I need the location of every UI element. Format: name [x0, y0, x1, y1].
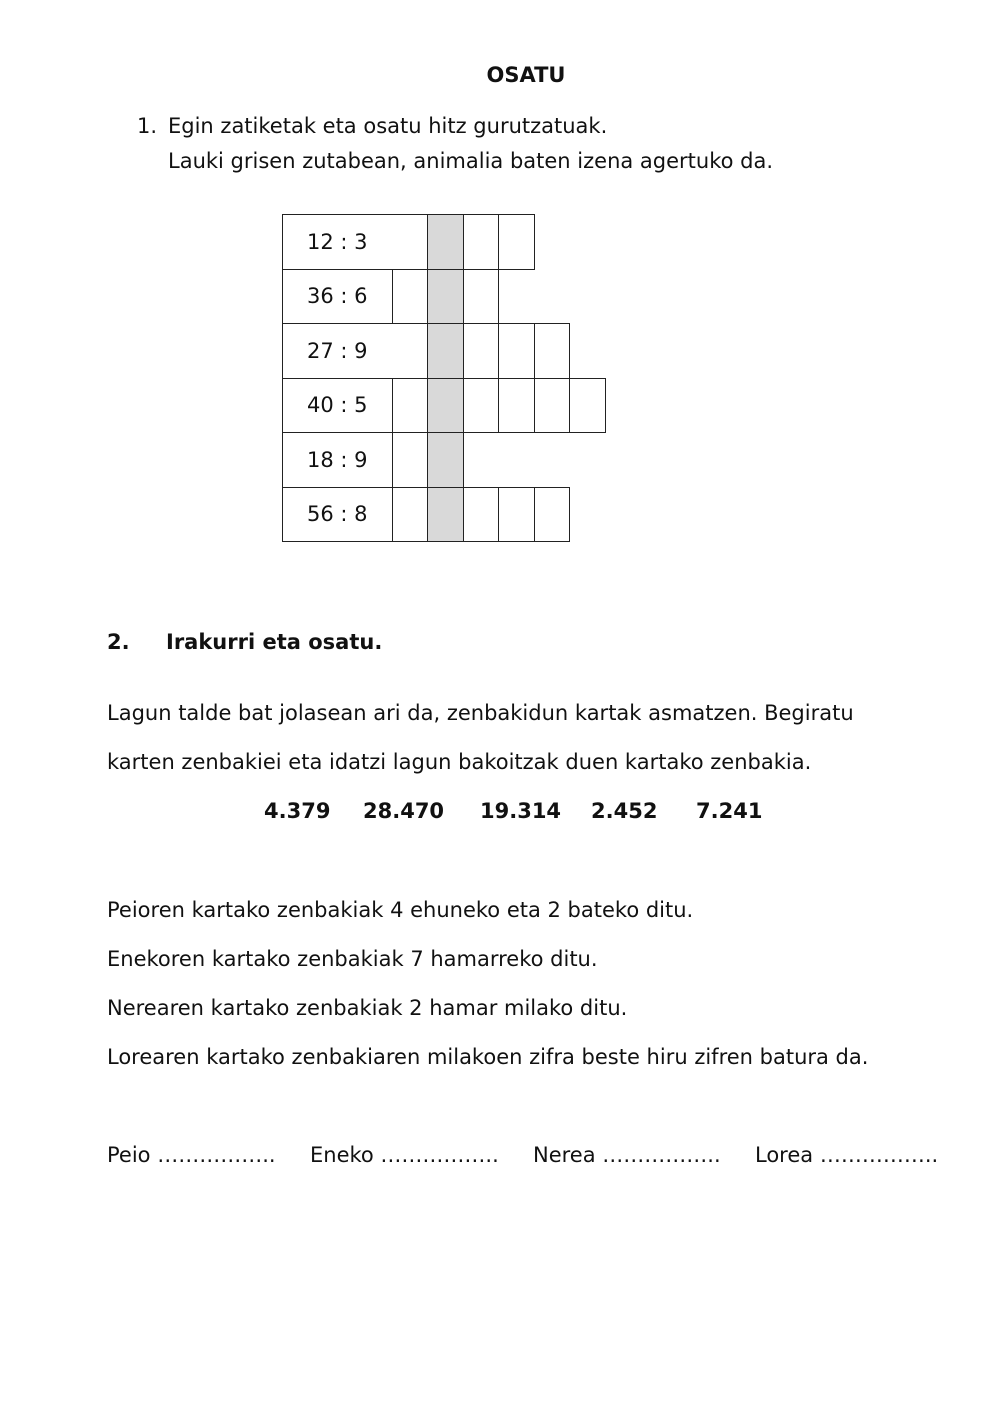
division-label: 40 : 5	[282, 378, 393, 434]
exercise-2-title: Irakurri eta osatu.	[166, 630, 383, 654]
exercise-1-instruction: Egin zatiketak eta osatu hitz gurutzatuak.	[168, 114, 608, 138]
answer-cell[interactable]	[498, 487, 535, 543]
answer-eneko[interactable]: Eneko ……………..	[310, 1143, 499, 1167]
answer-cell[interactable]	[463, 323, 500, 379]
clue-nerea: Nerearen kartako zenbakiak 2 hamar milako ditu.	[107, 996, 628, 1020]
answer-cell[interactable]	[463, 378, 500, 434]
answer-cell-highlighted[interactable]	[427, 269, 464, 325]
answer-cell[interactable]	[463, 269, 500, 325]
card-number: 2.452	[591, 799, 658, 823]
answer-cell-highlighted[interactable]	[427, 323, 464, 379]
clue-eneko: Enekoren kartako zenbakiak 7 hamarreko ditu.	[107, 947, 598, 971]
exercise-2-intro-line-1: Lagun talde bat jolasean ari da, zenbakidun kartak asmatzen. Begiratu	[107, 701, 854, 725]
answer-cell[interactable]	[392, 487, 429, 543]
exercise-2-intro-line-2: karten zenbakiei eta idatzi lagun bakoitzak duen kartako zenbakia.	[107, 750, 812, 774]
answer-cell-highlighted[interactable]	[427, 487, 464, 543]
division-label: 27 : 9	[282, 323, 428, 379]
clue-peio: Peioren kartako zenbakiak 4 ehuneko eta 2 bateko ditu.	[107, 898, 694, 922]
answer-cell[interactable]	[534, 323, 571, 379]
answer-cell[interactable]	[392, 378, 429, 434]
answer-cell[interactable]	[534, 378, 571, 434]
answer-cell[interactable]	[392, 432, 429, 488]
clue-lorea: Lorearen kartako zenbakiaren milakoen zifra beste hiru zifren batura da.	[107, 1045, 869, 1069]
card-number: 7.241	[696, 799, 763, 823]
answer-cell-highlighted[interactable]	[427, 432, 464, 488]
division-label: 56 : 8	[282, 487, 393, 543]
answer-cell[interactable]	[498, 323, 535, 379]
division-label: 12 : 3	[282, 214, 428, 270]
answer-peio[interactable]: Peio ……………..	[107, 1143, 276, 1167]
page-title: OSATU	[486, 63, 566, 87]
answer-cell[interactable]	[498, 378, 535, 434]
answer-cell-highlighted[interactable]	[427, 378, 464, 434]
division-label: 36 : 6	[282, 269, 393, 325]
answer-cell[interactable]	[392, 269, 429, 325]
answer-lorea[interactable]: Lorea ……………..	[755, 1143, 939, 1167]
answer-cell[interactable]	[463, 214, 500, 270]
card-number: 19.314	[480, 799, 562, 823]
exercise-1-number: 1.	[137, 114, 158, 138]
division-label: 18 : 9	[282, 432, 393, 488]
card-number: 4.379	[264, 799, 331, 823]
card-number: 28.470	[363, 799, 445, 823]
answer-cell-highlighted[interactable]	[427, 214, 464, 270]
answer-nerea[interactable]: Nerea ……………..	[533, 1143, 721, 1167]
answer-cell[interactable]	[534, 487, 571, 543]
answer-cell[interactable]	[498, 214, 535, 270]
answer-cell[interactable]	[463, 487, 500, 543]
exercise-1-hint: Lauki grisen zutabean, animalia baten izena agertuko da.	[168, 149, 774, 173]
answer-cell[interactable]	[569, 378, 606, 434]
exercise-2-number: 2.	[107, 630, 130, 654]
